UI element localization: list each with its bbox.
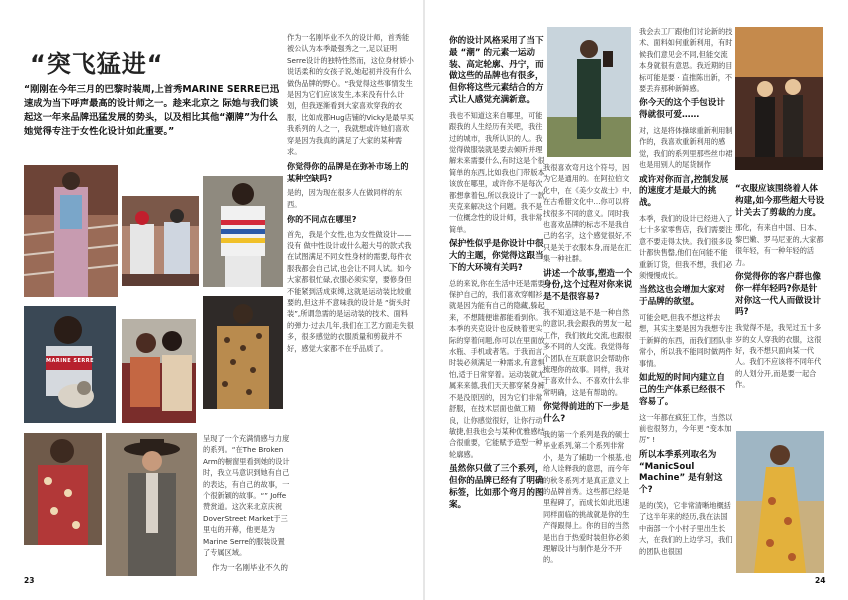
interview-question: 或许对你而言,控制发展的速度才是最大的挑战。 [639,174,729,209]
interview-answer: 我不知道这是不是一种自然的意识,我会跟我的男友一起工作，我们彼此交流,也跟很多不同的人交流。我觉得每个团队在互联意识会帮助你梳理你的故事。同样，我对于喜欢什么、不喜欢什么非常明确，这是有帮助的。 [543,308,632,397]
interview-answer: 那化，有来自中国、日本、黎巴嫩、罗马尼亚的,大家都很年轻，有一种年轻的活力。 [735,223,824,267]
photo-hat-model [106,433,197,576]
photo-night-street [735,27,823,170]
photo-stairs-fashion [24,165,118,297]
interview-question: 所以本季系列取名为 “ManicSoul Machine” 是有射这个? [639,449,723,496]
interview-answer: 我也不知道这来自哪里，可能跟我的人生经历有关吧，我往过的城市，我所认识的人。我觉得做服装就是要去倾听并理解未来需要什么,有时这是个很简单的东西,比如我也门带版本该放在哪里，或许你不是每次都想拿着包,所以我设计了一款夹克来解决这个问题。我不是一位概念性的设计师，我非常简单。 [449,110,545,234]
photo-street-group [122,196,199,286]
interview-question: 你觉得你的客户群也像你一样年轻吗?你是针对你这一代人而做设计吗? [735,272,821,318]
right-column-a [449,32,545,572]
right-column-b [543,162,635,574]
body-paragraph: 呈现了一个充满情感与力度的系列。“在The Broken Arm的橱窗里看到她的设计时，我立马意识到她有自己的表达，有自己的故事，一个很新颖的故事。“” Joffe赞赏道。这次来北京庆祝DoverStreet Market于三里屯的开幕，他更是为Marine Serre的服装设置了专属区域。 [203,434,290,558]
interview-question: 你的不同点在哪里? [287,214,357,225]
interview-answer: 我觉得不是，我见过五十多岁的女人穿我的衣服，这很好，我不想只面向某一代人。我们不应该将不同年代的人划分开,而是要一起合作。 [735,323,822,390]
photo-floral-dress [24,433,102,545]
interview-question: 你的设计风格采用了当下最 “潮” 的元素一运动装、高定轮廓、丹宁，而做这些的品牌也有很多，但你将这些元素结合的方式让人感觉充满新意。 [449,36,544,105]
interview-question: 你觉得前进的下一步是什么? [543,402,629,425]
interview-answer: 对，这是将体操球重新利用制作的，我喜欢重新利用的感觉，我们的系列里那些丝巾裙也是用别人的尾货制作 [639,126,733,170]
page-number-right: 24 [815,576,826,585]
interview-question: 讲述一个故事,塑造一个身份,这个过程对你来说是不是很容易? [543,268,633,303]
body-paragraph: 作为一名刚毕业不久的设计师，首秀能被公认为本季最强秀之一,足以证明Serre设计的独特性然而，这位身材娇小说话柔和的女孩子说,她起初并没有什么做伪品牌的野心。“我觉得这些事情发生是因为它们应该发生,本来没有什么计划，但我逐渐看到大家喜欢穿我的衣服，比如成都Hug店铺的Vicky是最早买我系列的人之一，我就想或许她们喜欢穿是因为我真的满足了大家的某种需求。 [287,33,414,157]
right-column-d [735,180,825,430]
page-number-left: 23 [24,576,35,585]
interview-answer: 是的(笑)，它非常清晰地概括了这半年来的经历,我在法国中南部一个小村子里出生长大，在我们的上边学习，我们的团队也很国 [639,500,733,556]
left-column-a [287,32,415,432]
interview-answer: 我会去工厂跟他们讨论新的技术、面料如何重新利用，有时候我们意见会不同,但能交流本身就很有意思。我近期的目标可能是要 · 直推陈出新，不要丢弃那种新鲜感。 [639,27,733,94]
interview-answer: 本季，我们的设计已经进入了七十多家零售店，我们需要注意不要走得太快。我们很多设计都快售罄,他们在问能不能重新订货，但我不想，我们必须慢慢成长。 [639,214,733,281]
left-column-b [203,433,291,563]
photo-fur-coats [122,319,196,423]
interview-answer: 我很喜欢弯月这个符号，因为它是通用的。在阿拉伯文化中，在《美少女战士》中,在古希腊文化中…你可以将找很多不同的意义。同时我也喜欢品牌的标志不是我自己的名字，这个感觉很好,不只是关于衣服本身,而是在汇集一种社群。 [543,163,632,264]
pull-quote: “衣服应该围绕着人体构建,如今那些超大号设计关去了剪裁的力度。 [735,184,825,218]
right-column-c [639,26,733,576]
interview-question: 虽然你只做了三个系列，但你的品牌已经有了明确标签，比如那个弯月的图案。 [449,464,544,510]
interview-question: 你今天的这个手包设计得就很可爱…… [639,98,725,121]
interview-question: 你觉得你的品牌是在弥补市场上的某种空缺吗? [287,161,409,183]
interview-question: 如此短的时间内建立自己的生产体系已经很不容易了。 [639,373,725,407]
interview-answer: 是的，因为现在很多人在做同样的东西。 [287,188,403,209]
photo-striped-knit [203,176,283,287]
interview-answer: 这一年都在疯狂工作，当然以前也很努力，今年更 “变本加厉” ! [639,412,733,445]
interview-question: 保护性似乎是你设计中很大的主题，你觉得这跟当下的大环境有关吗? [449,239,544,273]
interview-question: 当然这也会增加大家对于品牌的欲望。 [639,285,725,308]
interview-answer: 我的第一个系列是我的硕士毕业系列,第二个系列非常小，是为了辅助一个根基,也给人诠释我的意思，而今年的秋冬系列才是真正意义上的品牌首秀。这些都已经是里程碑了，而成长如此迅速同样面临的挑战就是你的生产得跟得上。你的目的当然是出自于热爱时装但你必须理解设计与制作是分不开的。 [543,429,632,565]
interview-answer: 总的来说,你在生活中还是需要保护自己的，我们喜欢穿帽衫就是因为能有自己的隐藏,躲起来，不想随便谁都能看到你。本季的夹克设计也反映着更实际的穿着问题,你可以在里面放水瓶、手机或者笔。于我而言,时装必须满足一种需求,有意惧怕,适于日常穿着。运动装就尤属来来德,我们天天都穿紧身裤不是没原因的，因为它们非常舒服，在技术层面也做工精良，让你感觉很好，让你行动敏捷,但我也会与某种优雅感结合很重要，它能赋予造型一种轮廓感。 [449,278,545,459]
interview-answer: 首先，我是个女性,也为女性做设计——没有 做中性设计或什么超大号的款式我在试图满足不同女性身材的需要,每件衣服我都会自己试,也会让不同人试。如今大家都很忙碌,衣服必须实穿，要修身但不能紧到活成束缚,这就是运动装比较重要的,但这并不意味我的设计是 “街头时装”,所谓急需的是运动装的技术、面料的弹力·过去几年,我们在工艺方面走失很多，很多感觉的衣服质量和剪裁并不好，感觉大家都不在乎品质了。 [287,229,414,353]
photo-beach-dress [736,431,824,573]
interview-answer: 可能会吧,但我不想这样去想，其实主要是因为我想专注于新鲜的东西，而我们团队非常小，所以我不能同时做两件事情。 [639,313,733,368]
article-lead: “刚刚在今年三月的巴黎时装周,上首秀MARINE SERRE已迅速成为当下呼声最高的设计师之一。趁来北京之 际她与我们谈起这一年来品牌迅猛发展的势头，以及相比其他“潮牌”为什么她觉得专注于女性化设计如此重要。” [24,84,280,137]
photo-leopard-coat [203,296,283,409]
page-gutter [423,0,425,600]
continuation-line: 作为一名刚毕业不久的 [212,563,288,572]
photo-field-model [547,27,631,157]
photo-dog-portrait [24,306,116,423]
tshirt-print-text: MARINE SERRE [46,358,95,364]
article-title: “突飞猛进“ [30,50,164,78]
